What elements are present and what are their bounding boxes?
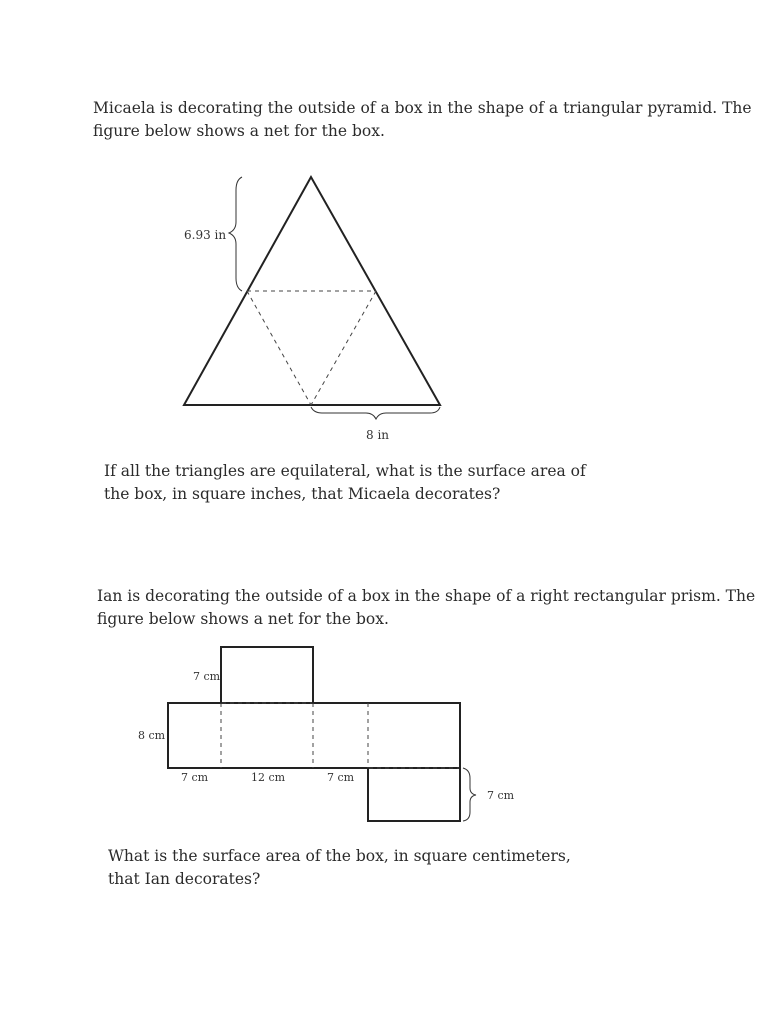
problem1-intro-line1: Micaela is decorating the outside of a box in the shape of a triangular pyramid. The [93,99,752,117]
label-left-8cm: 8 cm [138,729,166,742]
label-top-7cm: 7 cm [193,670,221,683]
fold-lines [221,703,459,768]
problem1-intro [93,97,752,143]
rectangular-prism-net [0,640,768,830]
problem1-question [104,460,586,506]
problem2-intro-line1: Ian is decorating the outside of a box in the shape of a right rectangular prism. The [97,587,756,605]
label-right-7cm: 7 cm [487,789,515,802]
problem2-question-line1: What is the surface area of the box, in square centimeters, [108,847,571,865]
height-label: 6.93 in [184,228,227,242]
side-label: 8 in [366,428,390,442]
height-brace [229,177,242,291]
problem1-question-line2: the box, in square inches, that Micaela decorates? [104,485,501,503]
problem1-intro-line2: figure below shows a net for the box. [93,122,385,140]
triangular-pyramid-net [0,160,768,450]
problem2-question-line2: that Ian decorates? [108,870,261,888]
problem1-question-line1: If all the triangles are equilateral, what is the surface area of [104,462,586,480]
problem2-intro-line2: figure below shows a net for the box. [97,610,389,628]
label-bottom-7cm-b: 7 cm [327,771,355,784]
right-brace [463,768,476,821]
base-brace [311,407,440,419]
label-bottom-7cm-a: 7 cm [181,771,209,784]
fold-lines [247,291,376,405]
problem2-question [108,845,571,891]
label-bottom-12cm: 12 cm [251,771,286,784]
problem2-intro [97,585,755,631]
